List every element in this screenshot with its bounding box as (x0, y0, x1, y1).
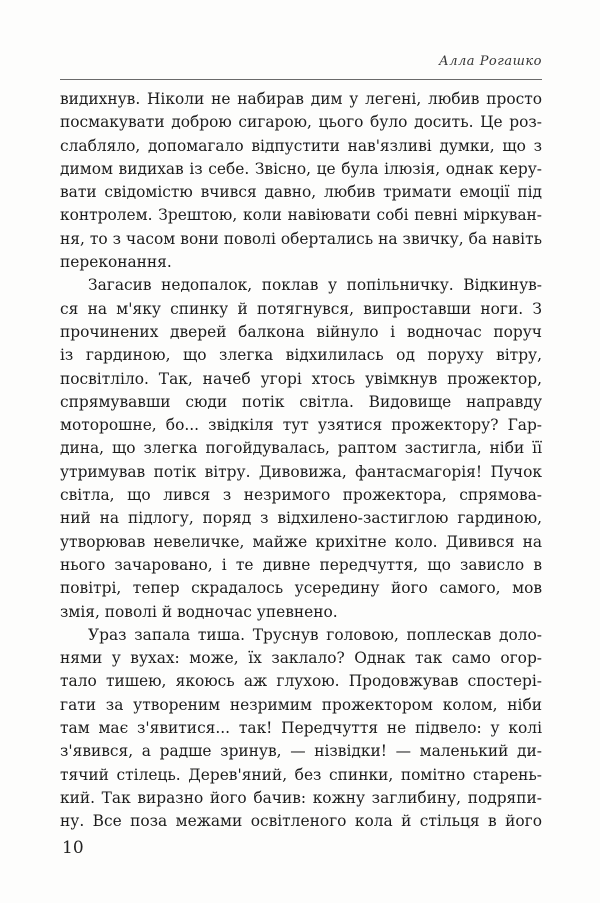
text-line: посвітліло. Так, начеб угорі хтось увімкнув прожектор, (60, 369, 542, 388)
text-line: димом видихав із себе. Звісно, це була ілюзія, однак керу- (60, 159, 542, 178)
text-line: повітрі, тепер скрадалось усередину його самого, мов (60, 579, 542, 598)
running-head: Алла Рогашко (438, 54, 542, 69)
text-line: видихнув. Ніколи не набирав дим у легені, любив просто (60, 90, 542, 108)
text-line: дина, що злегка погойдувалась, раптом застигла, ніби її (60, 439, 542, 458)
text-line: прочинених дверей балкона війнуло і водночас поруч (60, 322, 542, 341)
text-line: слабляло, допомагало відпустити нав'язливі думки, що з (60, 136, 542, 155)
text-line: переконання. (60, 253, 172, 272)
text-line: контролем. Зрештою, коли навіювати собі певні міркуван- (60, 206, 542, 225)
text-line: тало тишею, якоюсь аж глухою. Продовжував спостері- (60, 672, 542, 691)
text-line: посмакувати доброю сигарою, цього було досить. Це роз- (60, 113, 542, 132)
text-line: там має з'явитися... так! Передчуття не підвело: у колі (60, 719, 542, 738)
text-line: Ураз запала тиша. Труснув головою, поплескав доло- (88, 625, 542, 644)
header-rule (60, 79, 542, 80)
text-line: з'явився, а радше зринув, — нізвідки! — маленький ди- (60, 742, 542, 761)
text-line: Загасив недопалок, поклав у попільничку. Відкинув- (88, 276, 542, 295)
text-line: тячий стілець. Дерев'яний, без спинки, помітно старень- (60, 765, 542, 784)
body-text (60, 88, 542, 834)
paragraph-2 (60, 274, 542, 623)
text-line: ся на м'яку спинку й потягнувся, випроставши ноги. З (60, 299, 542, 318)
text-line: моторошне, бо... звідкіля тут узятися прожектору? Гар- (60, 416, 542, 435)
text-line: спрямувавши сюди потік світла. Видовище направду (60, 392, 542, 411)
text-line: утворював невеличке, майже крихітне коло. Дивився на (60, 532, 542, 551)
text-line: ну. Все поза межами освітленого кола й стільця в його (60, 812, 542, 831)
paragraph-1 (60, 88, 542, 274)
text-line: ня, то з часом вони поволі обертались на звичку, ба навіть (60, 229, 542, 248)
paragraph-3 (60, 624, 542, 834)
text-line: нями у вухах: може, їх заклало? Однак так само огор- (60, 649, 542, 668)
page-number: 10 (62, 838, 84, 858)
text-line: вати свідомістю вчився давно, любив тримати емоції під (60, 183, 542, 202)
text-line: гати за утвореним незримим прожектором колом, ніби (60, 695, 542, 714)
text-line: із гардиною, що злегка відхилилась од поруху вітру, (60, 346, 542, 365)
text-line: кий. Так виразно його бачив: кожну заглибину, подряпи- (60, 788, 542, 807)
text-line: змія, поволі й водночас упевнено. (60, 602, 338, 621)
text-line: ний на підлогу, поряд з відхилено-застиглою гардиною, (60, 509, 542, 528)
text-line: утримував потік вітру. Дивовижа, фантасмагорія! Пучок (60, 462, 542, 481)
text-line: світла, що лився з незримого прожектора, спрямова- (60, 486, 542, 505)
text-line: нього зачаровано, і те дивне передчуття, що зависло в (60, 555, 542, 574)
